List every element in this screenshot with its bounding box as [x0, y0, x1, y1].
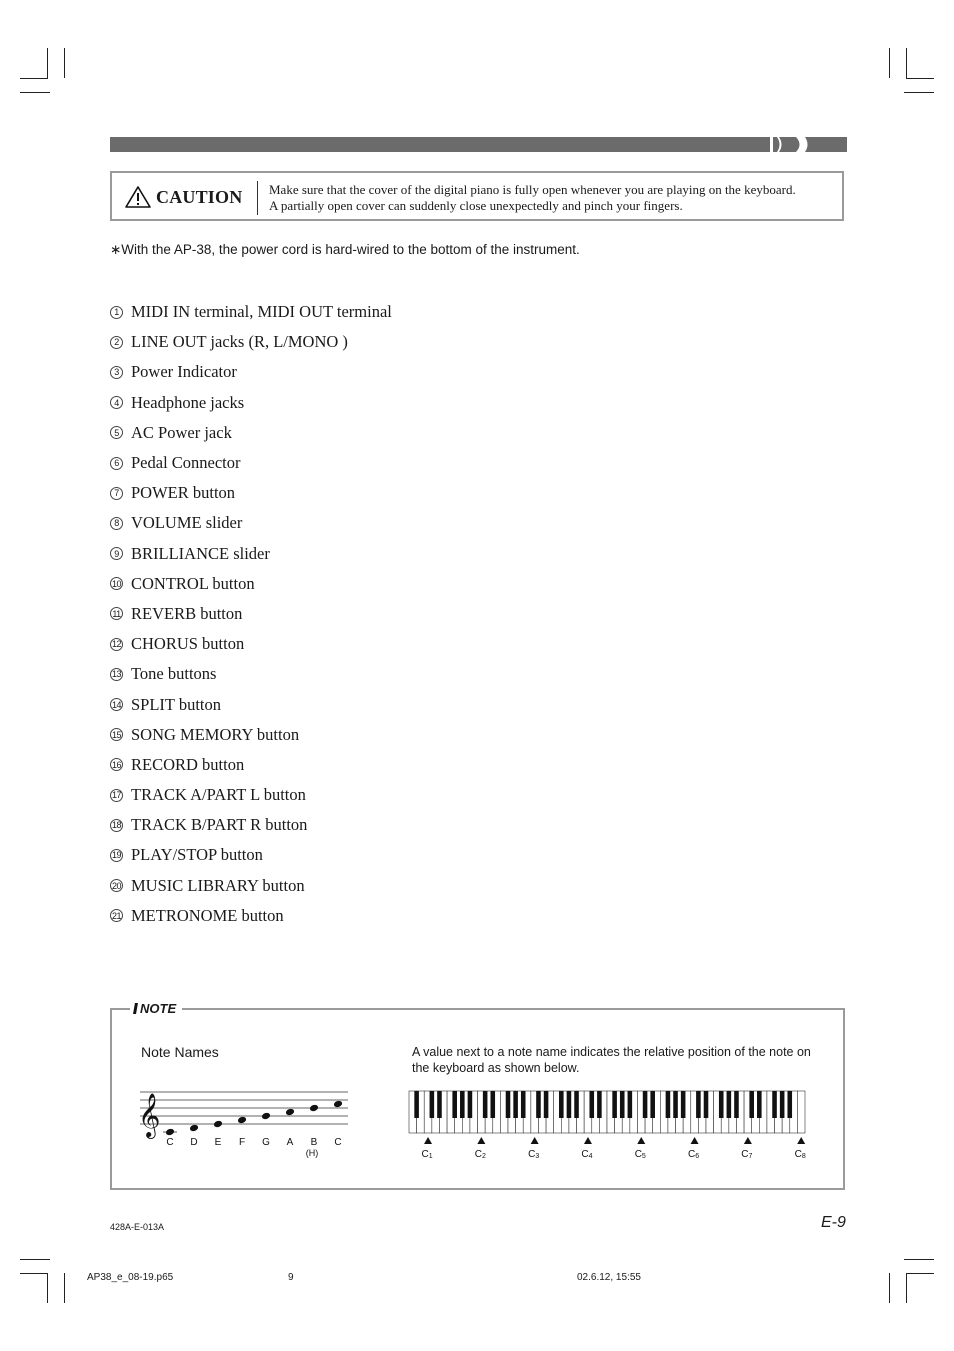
item-number-badge: 2: [110, 336, 123, 349]
octave-number: 3: [535, 1153, 540, 1160]
black-key: [597, 1091, 602, 1118]
black-key: [734, 1091, 739, 1118]
item-number-badge: 19: [111, 850, 121, 861]
item-label: Pedal Connector: [131, 453, 241, 473]
marker-triangle-icon: [691, 1137, 699, 1144]
parts-list-item: [110, 418, 392, 448]
octave-marker-label: [741, 1149, 752, 1160]
item-label: SONG MEMORY button: [131, 724, 300, 744]
octave-letter: C: [421, 1149, 429, 1160]
octave-marker-label: [581, 1149, 592, 1160]
black-key: [681, 1091, 686, 1118]
black-key: [544, 1091, 549, 1118]
octave-letter: C: [528, 1149, 536, 1160]
octave-letter: C: [741, 1149, 749, 1160]
octave-letter: C: [634, 1149, 642, 1160]
item-number-badge: 21: [111, 910, 121, 921]
note-title-text: NOTE: [140, 1001, 177, 1016]
note-letter-label: C: [166, 1137, 174, 1148]
power-cord-footnote: ∗With the AP-38, the power cord is hard-wired to the bottom of the instrument.: [110, 242, 580, 257]
note-letter-label: G: [262, 1137, 270, 1148]
note-letter-label: A: [286, 1137, 294, 1148]
item-number-badge: 5: [110, 426, 123, 439]
note-b-alt-label: (H): [305, 1148, 319, 1158]
black-key: [589, 1091, 594, 1118]
page-number: E-9: [821, 1214, 846, 1231]
octave-marker-label: [635, 1149, 646, 1160]
black-key: [612, 1091, 617, 1118]
marker-triangle-icon: [797, 1137, 805, 1144]
octave-marker-label: [688, 1149, 699, 1160]
black-key: [673, 1091, 678, 1118]
octave-number: 6: [695, 1153, 700, 1160]
item-label: PLAY/STOP button: [131, 845, 263, 865]
caution-box: [110, 171, 844, 221]
black-key: [513, 1091, 518, 1118]
note-letter-label: C: [334, 1137, 342, 1148]
parts-list-item: [110, 478, 392, 508]
item-number-badge: 13: [111, 669, 121, 680]
item-number-badge: 6: [110, 457, 123, 470]
parts-list-item: [110, 780, 392, 810]
item-number-badge: 11: [110, 607, 123, 620]
item-label: VOLUME slider: [131, 513, 243, 533]
octave-number: 8: [801, 1153, 806, 1160]
black-key: [414, 1091, 419, 1118]
parts-list-item: [110, 810, 392, 840]
note-head: [213, 1120, 223, 1129]
item-label: POWER button: [131, 483, 236, 503]
caution-header: [124, 185, 242, 209]
item-label: MIDI IN terminal, MIDI OUT terminal: [131, 302, 392, 322]
parts-list-item: [110, 539, 392, 569]
item-number-badge: 8: [110, 517, 123, 530]
black-key: [521, 1091, 526, 1118]
item-label: REVERB button: [131, 603, 243, 623]
octave-letter: C: [581, 1149, 589, 1160]
octave-letter: C: [474, 1149, 483, 1160]
marker-triangle-icon: [477, 1137, 485, 1144]
item-label: Tone buttons: [131, 664, 217, 684]
warning-icon: [124, 185, 152, 209]
parts-list-item: [110, 840, 392, 870]
parts-list-item: [110, 599, 392, 629]
black-key: [506, 1091, 511, 1118]
black-key: [666, 1091, 671, 1118]
black-key: [430, 1091, 435, 1118]
octave-marker-label: [421, 1149, 432, 1160]
item-number-badge: 17: [111, 790, 121, 801]
parts-list-item: [110, 569, 392, 599]
black-key: [643, 1091, 648, 1118]
treble-clef-icon: 𝄞: [138, 1093, 161, 1137]
black-key: [727, 1091, 732, 1118]
item-number-badge: 18: [111, 820, 121, 831]
item-number-badge: 3: [110, 366, 123, 379]
item-label: METRONOME button: [131, 905, 284, 925]
caution-line-1: Make sure that the cover of the digital piano is fully open whenever you are playing on the keyboard.: [269, 182, 796, 197]
note-head: [189, 1124, 199, 1133]
black-key: [574, 1091, 579, 1118]
item-label: Power Indicator: [131, 362, 237, 382]
black-key: [620, 1091, 625, 1118]
doc-code: 428A-E-013A: [110, 1222, 165, 1232]
parts-list-item: [110, 629, 392, 659]
black-key: [696, 1091, 701, 1118]
marker-triangle-icon: [531, 1137, 539, 1144]
parts-list-item: [110, 357, 392, 387]
item-number-badge: 10: [111, 578, 121, 589]
black-key: [468, 1091, 473, 1118]
file-timestamp: 02.6.12, 15:55: [577, 1272, 641, 1283]
caution-line-2: A partially open cover can suddenly close unexpectedly and pinch your fingers.: [269, 198, 683, 213]
item-number-badge: 20: [111, 880, 121, 891]
caution-text: [269, 182, 839, 214]
parts-list-item: [110, 388, 392, 418]
black-key: [704, 1091, 709, 1118]
note-letter-label: B: [310, 1137, 318, 1148]
black-key: [437, 1091, 442, 1118]
note-head: [261, 1112, 271, 1121]
item-number-badge: 9: [110, 547, 123, 560]
note-letter-label: D: [190, 1137, 198, 1148]
note-title: [130, 1001, 182, 1016]
parts-list-item: [110, 659, 392, 689]
item-number-badge: 7: [110, 487, 123, 500]
black-key: [452, 1091, 457, 1118]
marker-triangle-icon: [584, 1137, 592, 1144]
note-head: [237, 1116, 247, 1125]
note-letter-label: E: [214, 1137, 222, 1148]
black-key: [490, 1091, 495, 1118]
black-key: [650, 1091, 655, 1118]
caution-label: CAUTION: [156, 186, 243, 207]
black-key: [628, 1091, 633, 1118]
parts-list-item: [110, 871, 392, 901]
octave-letter: C: [794, 1149, 802, 1160]
item-label: CHORUS button: [131, 634, 245, 654]
octave-number: 4: [588, 1153, 593, 1160]
octave-marker-label: [528, 1149, 539, 1160]
item-label: SPLIT button: [131, 694, 222, 714]
header-bar: [110, 137, 847, 152]
note-head: [309, 1104, 319, 1113]
marker-triangle-icon: [424, 1137, 432, 1144]
note-letter-label: F: [238, 1137, 246, 1148]
parts-list-item: [110, 448, 392, 478]
file-page: 9: [288, 1272, 294, 1283]
black-key: [483, 1091, 488, 1118]
item-label: RECORD button: [131, 754, 245, 774]
black-key: [559, 1091, 564, 1118]
black-key: [536, 1091, 541, 1118]
item-label: CONTROL button: [131, 573, 255, 593]
marker-triangle-icon: [637, 1137, 645, 1144]
item-label: TRACK A/PART L button: [131, 785, 306, 805]
octave-number: 1: [428, 1153, 433, 1160]
marker-triangle-icon: [744, 1137, 752, 1144]
parts-list-item: [110, 689, 392, 719]
item-number-badge: 1: [110, 306, 123, 319]
parts-list-item: [110, 327, 392, 357]
item-label: MUSIC LIBRARY button: [131, 875, 305, 895]
parts-list: [110, 297, 392, 931]
octave-letter: C: [688, 1149, 696, 1160]
item-label: AC Power jack: [131, 422, 232, 442]
item-number-badge: 15: [111, 729, 121, 740]
item-label: Headphone jacks: [131, 392, 245, 412]
black-key: [787, 1091, 792, 1118]
note-description: A value next to a note name indicates the relative position of the note on the keyboard as shown below.: [412, 1045, 811, 1075]
note-marker-icon: [133, 1003, 138, 1014]
parts-list-item: [110, 901, 392, 931]
black-key: [757, 1091, 762, 1118]
item-label: LINE OUT jacks (R, L/MONO ): [131, 332, 348, 352]
octave-number: 5: [641, 1153, 646, 1160]
black-key: [772, 1091, 777, 1118]
note-names-title: Note Names: [141, 1044, 219, 1060]
item-number-badge: 12: [111, 639, 121, 650]
file-name: AP38_e_08-19.p65: [87, 1272, 174, 1283]
parts-list-item: [110, 297, 392, 327]
item-label: BRILLIANCE slider: [131, 543, 270, 563]
note-head: [333, 1100, 343, 1109]
octave-marker-label: [475, 1149, 486, 1160]
octave-number: 7: [748, 1153, 753, 1160]
item-number-badge: 16: [111, 759, 121, 770]
black-key: [567, 1091, 572, 1118]
black-key: [719, 1091, 724, 1118]
octave-number: 2: [482, 1153, 486, 1160]
parts-list-item: [110, 508, 392, 538]
parts-list-item: [110, 720, 392, 750]
item-label: TRACK B/PART R button: [131, 815, 308, 835]
black-key: [780, 1091, 785, 1118]
parts-list-item: [110, 750, 392, 780]
caution-divider: [257, 181, 258, 215]
black-key: [749, 1091, 754, 1118]
white-key: [797, 1091, 805, 1133]
item-number-badge: 14: [111, 699, 121, 710]
octave-marker-label: [795, 1149, 806, 1160]
note-names-staff: [138, 1084, 353, 1164]
note-head: [285, 1108, 295, 1117]
keyboard-diagram: [408, 1090, 808, 1165]
note-head: [165, 1128, 175, 1137]
black-key: [460, 1091, 465, 1118]
item-number-badge: 4: [110, 396, 123, 409]
